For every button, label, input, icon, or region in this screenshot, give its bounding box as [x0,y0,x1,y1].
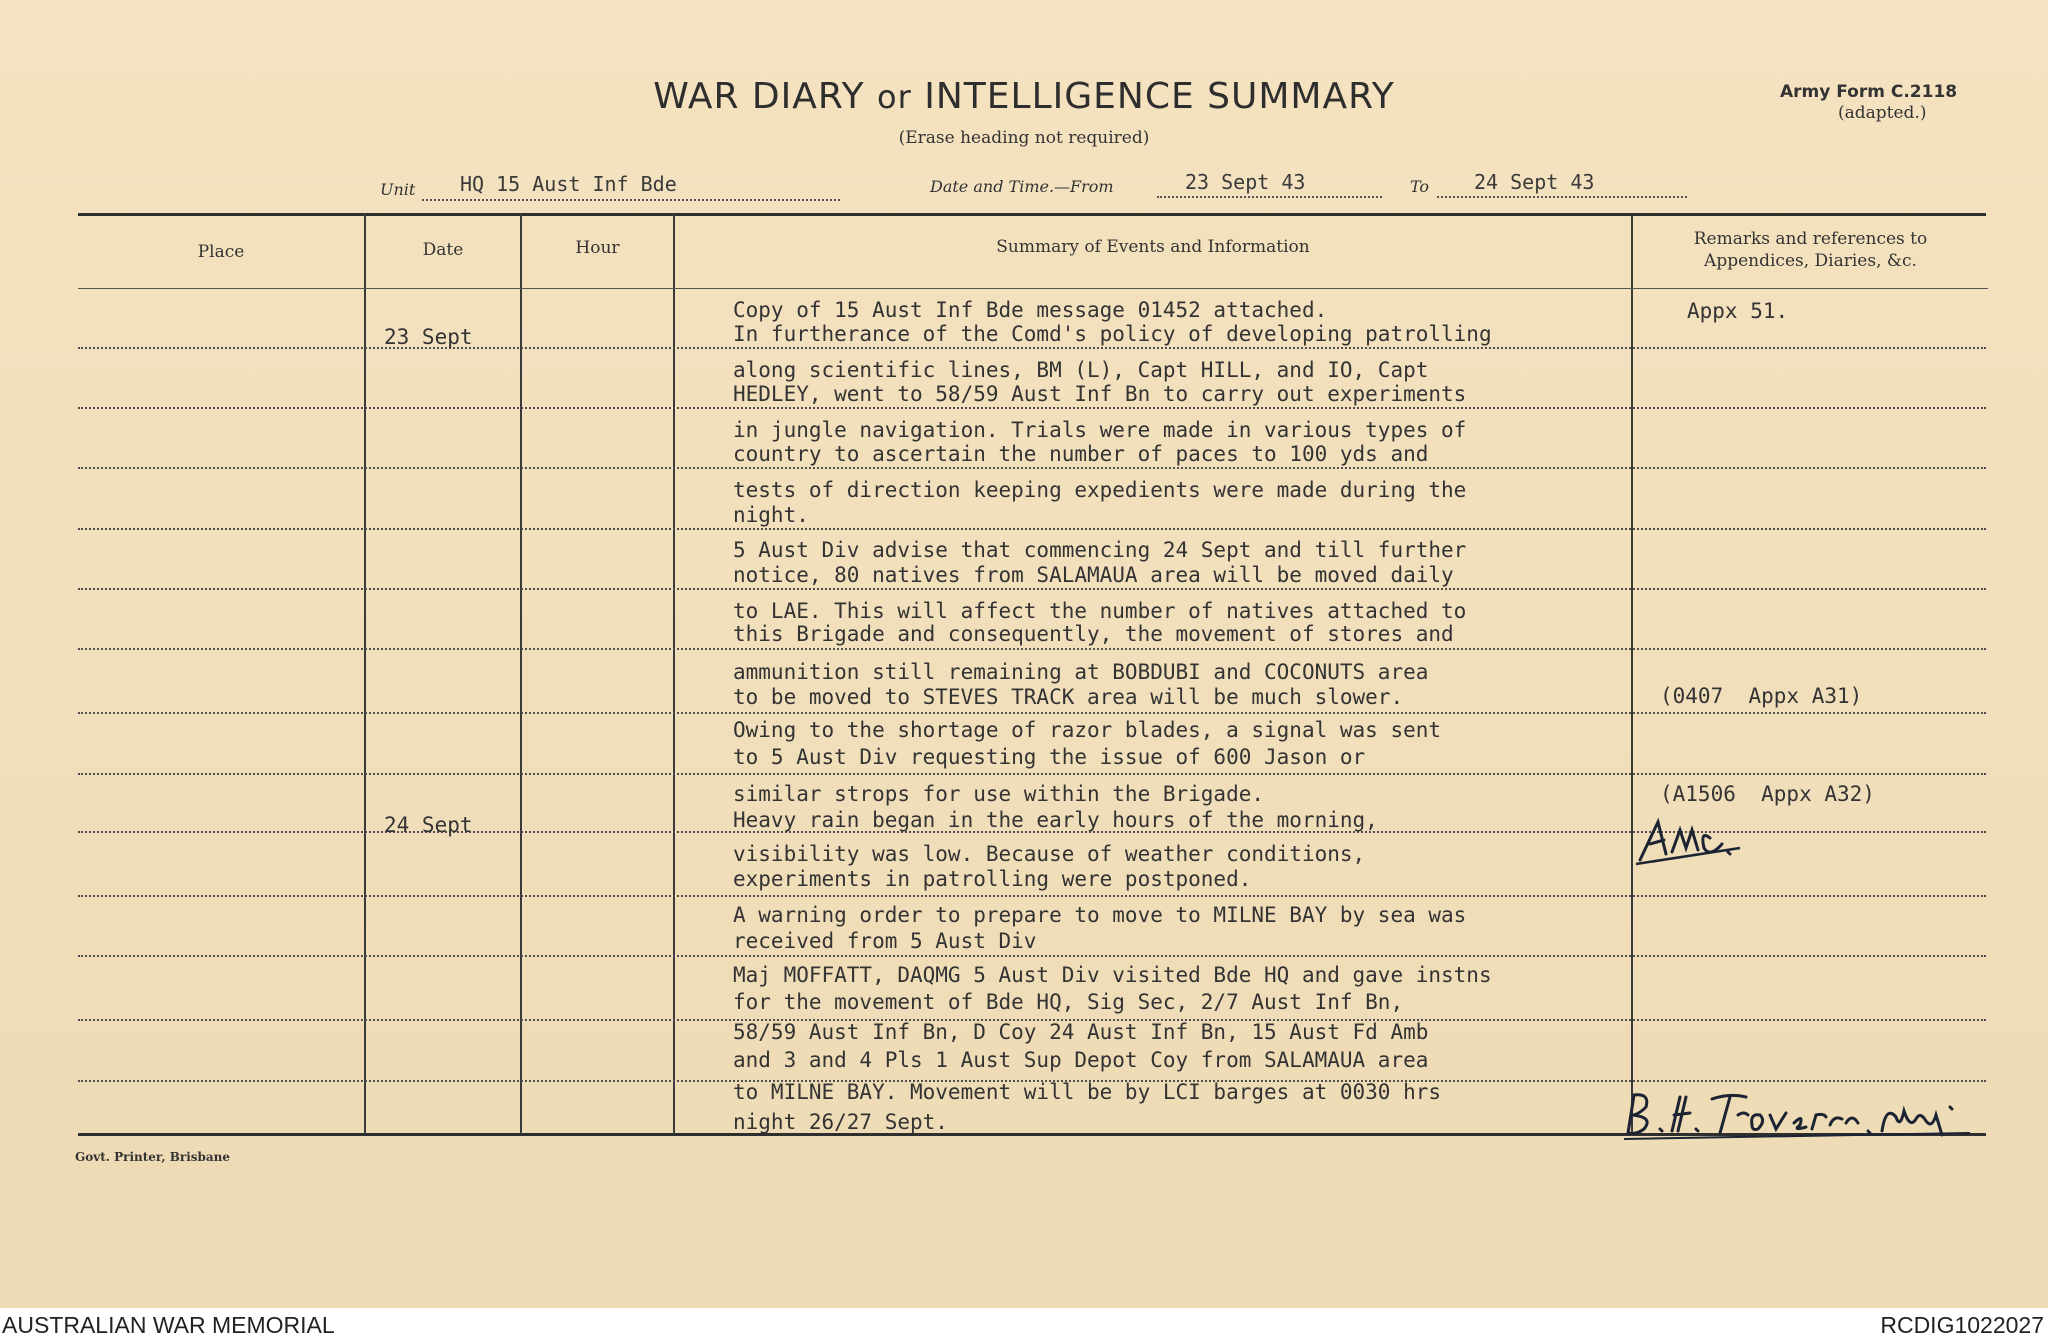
date-entry: 23 Sept [384,325,473,349]
summary-line: along scientific lines, BM (L), Capt HILL, and IO, Capt [733,358,1429,382]
remarks-header-line-1: Remarks and references to [1693,229,1928,249]
row-rule [78,712,1986,714]
form-number: Army Form C.2118 [1780,82,1958,102]
column-divider-hour [673,213,675,1134]
signature-mark [1620,1085,1980,1145]
column-divider-place [364,213,366,1134]
column-divider-date [520,213,522,1134]
date-from-dotted-line [1157,196,1382,198]
form-note: (adapted.) [1838,103,1927,123]
row-rule [78,648,1986,650]
archive-reference: RCDIG1022027 [1880,1312,2044,1338]
column-header-date: Date [422,240,464,260]
row-rule [78,773,1986,775]
to-label: To [1410,177,1430,196]
summary-line: in jungle navigation. Trials were made in various types of [733,418,1467,442]
summary-line: 58/59 Aust Inf Bn, D Coy 24 Aust Inf Bn, 15 Aust Fd Amb [733,1020,1429,1044]
row-rule [78,895,1986,897]
row-rule [78,588,1986,590]
title-or: or [877,78,912,116]
summary-line: notice, 80 natives from SALAMAUA area will be moved daily [733,563,1454,587]
printer-imprint: Govt. Printer, Brisbane [75,1150,231,1164]
column-header-hour: Hour [575,238,620,258]
summary-line: A warning order to prepare to move to MILNE BAY by sea was [733,903,1467,927]
remark-entry: (A1506 Appx A32) [1660,782,1875,806]
summary-line: experiments in patrolling were postponed. [733,867,1252,891]
row-rule [78,467,1986,469]
date-label: Date and Time.—From [930,177,1114,196]
column-header-place: Place [197,242,245,262]
date-from-value: 23 Sept 43 [1185,170,1306,194]
row-rule [78,955,1986,957]
summary-line: to 5 Aust Div requesting the issue of 600 Jason or [733,745,1366,769]
summary-line: Maj MOFFATT, DAQMG 5 Aust Div visited Bde HQ and gave instns [733,963,1492,987]
summary-line: HEDLEY, went to 58/59 Aust Inf Bn to carry out experiments [733,382,1467,406]
remarks-header-line-2: Appendices, Diaries, &c. [1704,251,1917,271]
page-title [0,76,2048,117]
summary-line: to be moved to STEVES TRACK area will be much slower. [733,685,1404,709]
summary-line: Copy of 15 Aust Inf Bde message 01452 attached. [733,298,1328,322]
summary-line: Owing to the shortage of razor blades, a signal was sent [733,718,1442,742]
unit-dotted-line [422,199,840,201]
summary-line: similar strops for use within the Brigade. [733,782,1265,806]
summary-line: night 26/27 Sept. [733,1110,948,1134]
summary-line: this Brigade and consequently, the movement of stores and [733,622,1454,646]
summary-line: Heavy rain began in the early hours of the morning, [733,808,1378,832]
unit-label: Unit [380,180,416,199]
summary-line: visibility was low. Because of weather conditions, [733,842,1366,866]
initials-mark [1630,808,1750,868]
row-rule [78,347,1986,349]
summary-line: In furtherance of the Comd's policy of developing patrolling [733,322,1492,346]
date-to-dotted-line [1437,196,1687,198]
subtitle: (Erase heading not required) [898,128,1150,148]
title-part-1: WAR DIARY [653,76,865,117]
summary-line: tests of direction keeping expedients were made during the [733,478,1467,502]
summary-line: and 3 and 4 Pls 1 Aust Sup Depot Coy from SALAMAUA area [733,1048,1429,1072]
header-row-divider [78,288,1988,289]
summary-line: for the movement of Bde HQ, Sig Sec, 2/7 Aust Inf Bn, [733,990,1404,1014]
column-header-remarks [1633,228,1988,272]
summary-line: 5 Aust Div advise that commencing 24 Sept and till further [733,538,1467,562]
remark-entry: (0407 Appx A31) [1660,684,1863,708]
date-to-value: 24 Sept 43 [1474,170,1595,194]
summary-line: ammunition still remaining at BOBDUBI and COCONUTS area [733,660,1429,684]
column-divider-summary [1631,213,1633,1134]
summary-line: country to ascertain the number of paces to 100 yds and [733,442,1429,466]
remark-entry: Appx 51. [1687,299,1789,323]
summary-line: to LAE. This will affect the number of natives attached to [733,599,1467,623]
row-rule [78,528,1986,530]
date-entry: 24 Sept [384,813,473,837]
unit-value: HQ 15 Aust Inf Bde [460,172,677,196]
summary-line: night. [733,503,809,527]
column-header-summary: Summary of Events and Information [996,237,1310,257]
title-part-2: INTELLIGENCE SUMMARY [924,76,1395,117]
row-rule [78,407,1986,409]
archive-name: AUSTRALIAN WAR MEMORIAL [2,1312,335,1338]
summary-line: to MILNE BAY. Movement will be by LCI barges at 0030 hrs [733,1080,1442,1104]
summary-line: received from 5 Aust Div [733,929,1037,953]
